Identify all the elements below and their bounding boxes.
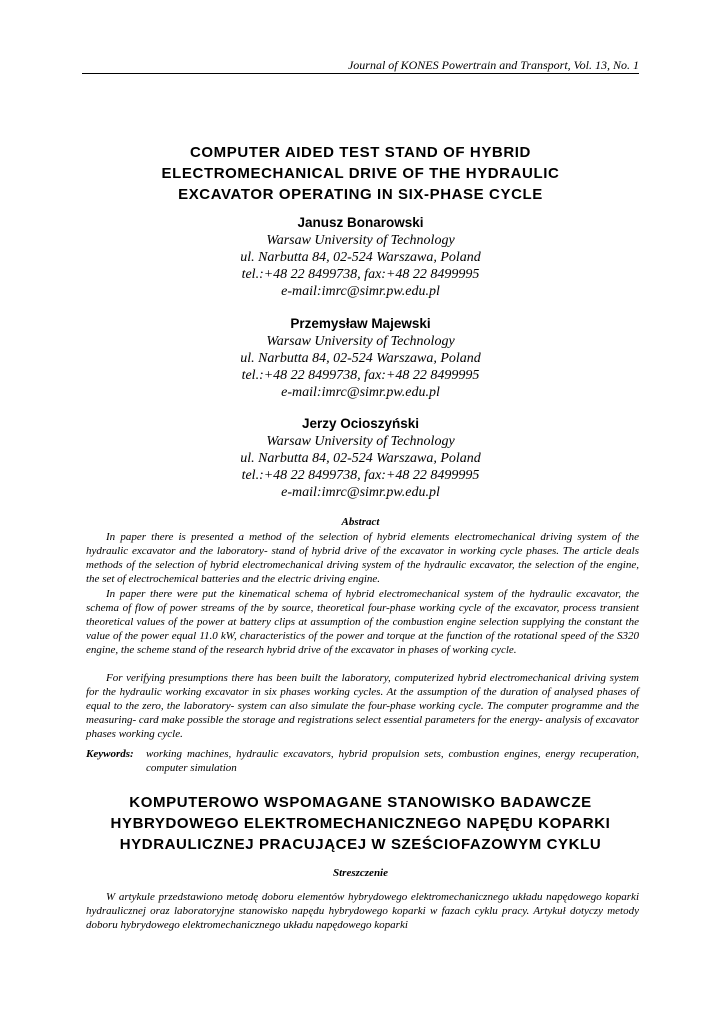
author-email: e-mail:imrc@simr.pw.edu.pl bbox=[281, 485, 440, 500]
author-block bbox=[82, 314, 639, 401]
author-block bbox=[82, 414, 639, 501]
author-phone: tel.:+48 22 8499738, fax:+48 22 8499995 bbox=[241, 267, 480, 282]
author-block bbox=[82, 213, 639, 300]
abstract-paragraph: In paper there is presented a method of the selection of hybrid elements electromechanical driving system of the hydraulic excavator and the laboratory- stand of hybrid drive of the excavator in working cycle phases. The article deals methods of the selection of hybrid electromechanical driving system of the hydraulic excavator, the selection of the engine, the set of electrochemical batteries and the electric driving engine. bbox=[86, 531, 639, 585]
title-line: EXCAVATOR OPERATING IN SIX-PHASE CYCLE bbox=[178, 186, 543, 203]
streszczenie-paragraph: W artykule przedstawiono metodę doboru elementów hybrydowego elektromechanicznego układu napędowego koparki hydraulicznej oraz laboratoryjne stanowisko napędu hybrydowego koparki w fazach cyklu pracy. Artykuł dotyczy metody doboru hybrydowego elektromechanicznego układu napędowego koparki bbox=[86, 891, 639, 931]
author-affiliation: Warsaw University of Technology bbox=[266, 334, 455, 349]
polish-title-line: HYBRYDOWEGO ELEKTROMECHANICZNEGO NAPĘDU KOPARKI bbox=[110, 815, 611, 832]
title-line: COMPUTER AIDED TEST STAND OF HYBRID bbox=[189, 144, 531, 161]
author-address: ul. Narbutta 84, 02-524 Warszawa, Poland bbox=[240, 250, 481, 265]
header-rule bbox=[82, 73, 639, 74]
abstract-paragraph: In paper there were put the kinematical schema of hybrid electromechanical system of the hydraulic excavator, the schema of flow of power streams of the by source, theoretical four-phase working cycle of the excavator, process transient theoretical values of the power at battery clips at assumption of the combustion engine selection supplying the constant the value of the power equal 11.0 kW, characteristics of the power and torque at the function of the rotational speed of the S320 engine, the scheme stand of the research hybrid drive of the excavator in phases of working cycle. bbox=[86, 588, 639, 656]
author-name: Przemysław Majewski bbox=[290, 316, 431, 331]
author-phone: tel.:+48 22 8499738, fax:+48 22 8499995 bbox=[241, 468, 480, 483]
author-email: e-mail:imrc@simr.pw.edu.pl bbox=[281, 284, 440, 299]
author-name: Jerzy Ocioszyński bbox=[301, 416, 420, 431]
keywords-label: Keywords: bbox=[86, 748, 134, 760]
paper-title bbox=[82, 142, 639, 205]
author-affiliation: Warsaw University of Technology bbox=[266, 233, 455, 248]
author-email: e-mail:imrc@simr.pw.edu.pl bbox=[281, 385, 440, 400]
polish-title bbox=[82, 792, 639, 855]
author-address: ul. Narbutta 84, 02-524 Warszawa, Poland bbox=[240, 451, 481, 466]
author-address: ul. Narbutta 84, 02-524 Warszawa, Poland bbox=[240, 351, 481, 366]
title-line: ELECTROMECHANICAL DRIVE OF THE HYDRAULIC bbox=[161, 165, 560, 182]
journal-header: Journal of KONES Powertrain and Transport, Vol. 13, No. 1 bbox=[347, 58, 639, 72]
author-name: Janusz Bonarowski bbox=[297, 215, 424, 230]
author-affiliation: Warsaw University of Technology bbox=[266, 434, 455, 449]
abstract-paragraph: For verifying presumptions there has been built the laboratory, computerized hybrid electromechanical driving system for the hydraulic working excavator in six phases working cycles. At the assumption of the duration of analysed phases of equal to the zero, the laboratory- system can also simulate the four-phase working cycle. The computer programme and the measuring- card make possible the storage and registrations select essential parameters for the energy- analysis of excavator phases working cycle. bbox=[86, 672, 639, 740]
polish-title-line: KOMPUTEROWO WSPOMAGANE STANOWISKO BADAWCZE bbox=[129, 794, 592, 811]
abstract-heading: Abstract bbox=[341, 516, 380, 528]
polish-title-line: HYDRAULICZNEJ PRACUJĄCEJ W SZEŚCIOFAZOWYM CYKLU bbox=[119, 836, 602, 853]
keywords-text: working machines, hydraulic excavators, hybrid propulsion sets, combustion engines, energy recuperation, computer simulation bbox=[146, 748, 639, 774]
author-phone: tel.:+48 22 8499738, fax:+48 22 8499995 bbox=[241, 368, 480, 383]
streszczenie-heading: Streszczenie bbox=[333, 867, 388, 879]
